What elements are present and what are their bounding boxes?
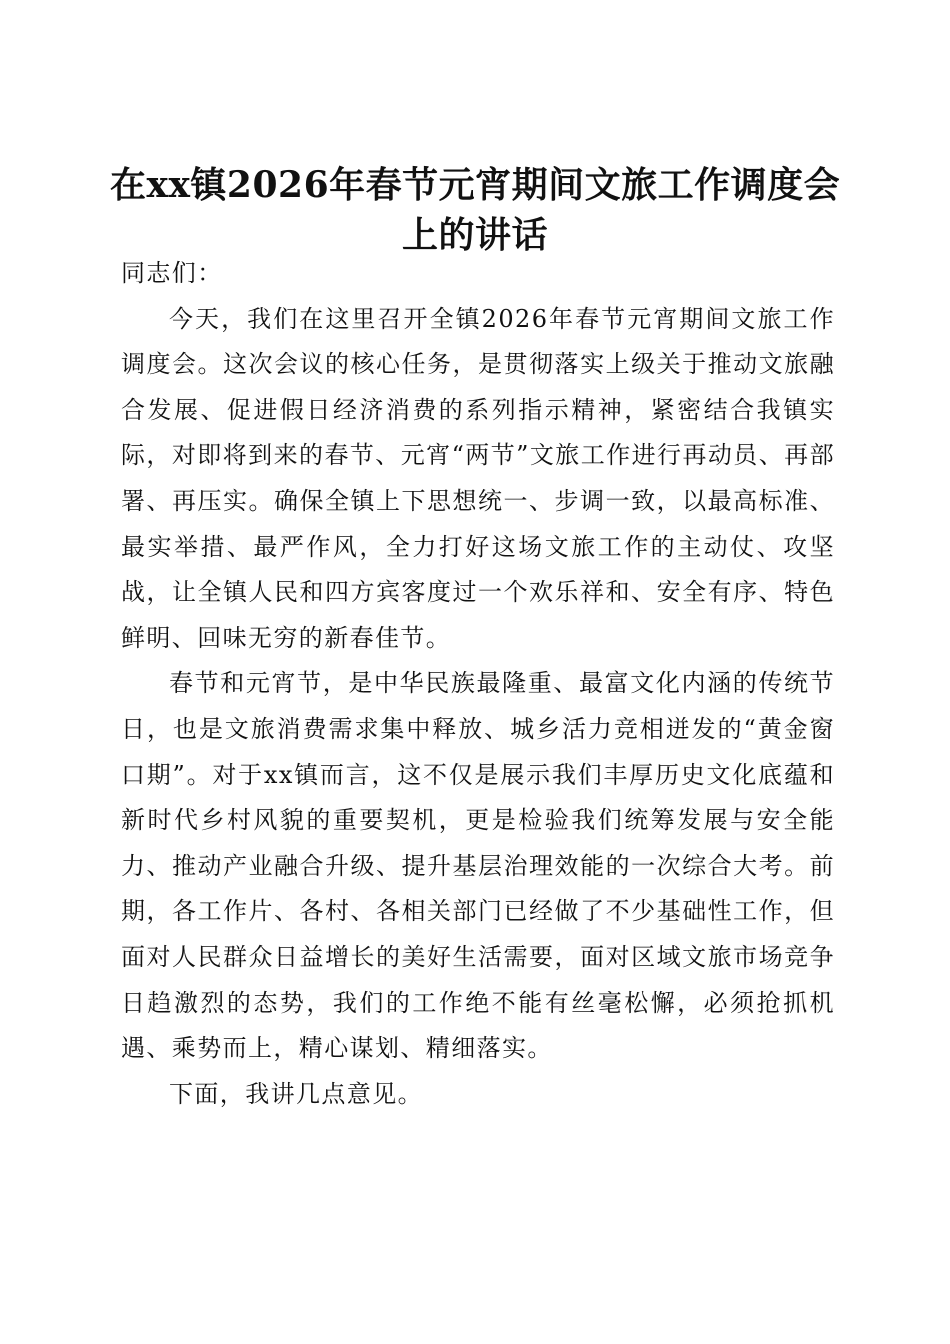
- document-title: [110, 160, 840, 260]
- title-line-1: 在xx镇2026年春节元宵期间文旅工作调度会: [110, 164, 841, 207]
- paragraph-transition: 下面，我讲几点意见。: [169, 1079, 423, 1108]
- salutation: 同志们：: [121, 259, 223, 287]
- document-body: [121, 251, 835, 1117]
- paragraph-significance: 春节和元宵节，是中华民族最隆重、最富文化内涵的传统节日，也是文旅消费需求集中释放、城乡活力竞相迸发的“黄金窗口期”。对于xx镇而言，这不仅是展示我们丰厚历史文化底蕴和新时代乡村风貌的重要契机，更是检验我们统筹发展与安全能力、推动产业融合升级、提升基层治理效能的一次综合大考。前期，各工作片、各村、各相关部门已经做了不少基础性工作，但面对人民群众日益增长的美好生活需要，面对区域文旅市场竞争日趋激烈的态势，我们的工作绝不能有丝毫松懈，必须抢抓机遇、乘势而上，精心谋划、精细落实。: [121, 669, 835, 1063]
- paragraph-opening: 今天，我们在这里召开全镇2026年春节元宵期间文旅工作调度会。这次会议的核心任务，是贯彻落实上级关于推动文旅融合发展、促进假日经济消费的系列指示精神，紧密结合我镇实际，对即将到来的春节、元宵“两节”文旅工作进行再动员、再部署、再压实。确保全镇上下思想统一、步调一致，以最高标准、最实举措、最严作风，全力打好这场文旅工作的主动仗、攻坚战，让全镇人民和四方宾客度过一个欢乐祥和、安全有序、特色鲜明、回味无穷的新春佳节。: [121, 304, 835, 652]
- title-line-2: 上的讲话: [401, 214, 548, 257]
